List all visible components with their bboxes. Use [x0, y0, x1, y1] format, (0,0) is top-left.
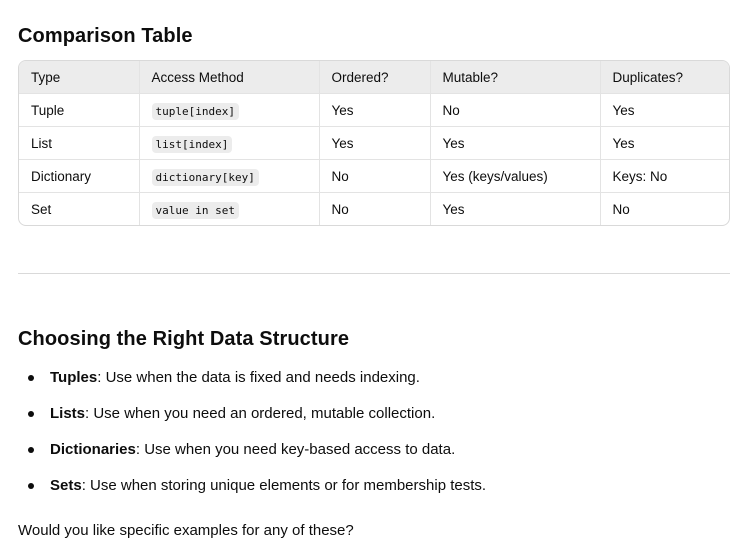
cell-type: Set — [19, 193, 139, 226]
column-header-duplicates: Duplicates? — [600, 61, 729, 94]
cell-type: Tuple — [19, 94, 139, 127]
table-row — [19, 160, 729, 193]
table-header-row — [19, 61, 729, 94]
comparison-table — [18, 60, 730, 226]
list-item-term: Dictionaries — [50, 441, 136, 458]
cell-mutable: Yes — [430, 193, 600, 226]
choosing-heading: Choosing the Right Data Structure — [18, 328, 350, 350]
bullet-icon — [28, 375, 34, 381]
cell-access-method — [139, 127, 319, 160]
cell-ordered: Yes — [319, 127, 430, 160]
cell-mutable: Yes (keys/values) — [430, 160, 600, 193]
cell-mutable: Yes — [430, 127, 600, 160]
bullet-icon — [28, 411, 34, 417]
choices-list — [18, 366, 486, 510]
cell-access-method — [139, 160, 319, 193]
inline-code: value in set — [152, 202, 239, 219]
list-item-description: : Use when storing unique elements or for membership tests. — [81, 477, 487, 494]
list-item — [18, 366, 486, 402]
comparison-table-heading: Comparison Table — [18, 25, 193, 47]
cell-type: List — [19, 127, 139, 160]
cell-mutable: No — [430, 94, 600, 127]
column-header-access-method: Access Method — [139, 61, 319, 94]
inline-code: dictionary[key] — [152, 169, 259, 186]
cell-duplicates: Yes — [600, 127, 729, 160]
list-item-description: : Use when the data is fixed and needs indexing. — [97, 369, 420, 386]
list-item-description: : Use when you need an ordered, mutable collection. — [85, 405, 436, 422]
cell-access-method — [139, 193, 319, 226]
column-header-mutable: Mutable? — [430, 61, 600, 94]
cell-duplicates: Yes — [600, 94, 729, 127]
closing-question: Would you like specific examples for any of these? — [18, 522, 354, 539]
column-header-type: Type — [19, 61, 139, 94]
list-item-description: : Use when you need key-based access to data. — [135, 441, 456, 458]
list-item — [18, 438, 486, 474]
cell-access-method — [139, 94, 319, 127]
table-row — [19, 94, 729, 127]
section-divider — [18, 273, 730, 274]
table-row — [19, 193, 729, 226]
cell-ordered: No — [319, 193, 430, 226]
cell-duplicates: No — [612, 201, 630, 217]
list-item-term: Lists — [50, 405, 86, 422]
cell-ordered: No — [319, 160, 430, 193]
cell-duplicates: Keys: No — [600, 160, 729, 193]
list-item — [18, 402, 486, 438]
list-item-term: Tuples — [50, 369, 98, 386]
bullet-icon — [28, 483, 34, 489]
list-item — [18, 474, 486, 510]
cell-type: Dictionary — [19, 160, 139, 193]
cell-ordered: Yes — [319, 94, 430, 127]
column-header-ordered: Ordered? — [319, 61, 430, 94]
inline-code: tuple[index] — [152, 103, 239, 120]
bullet-icon — [28, 447, 34, 453]
inline-code: list[index] — [152, 136, 233, 153]
table-row — [19, 127, 729, 160]
list-item-term: Sets — [50, 477, 82, 494]
